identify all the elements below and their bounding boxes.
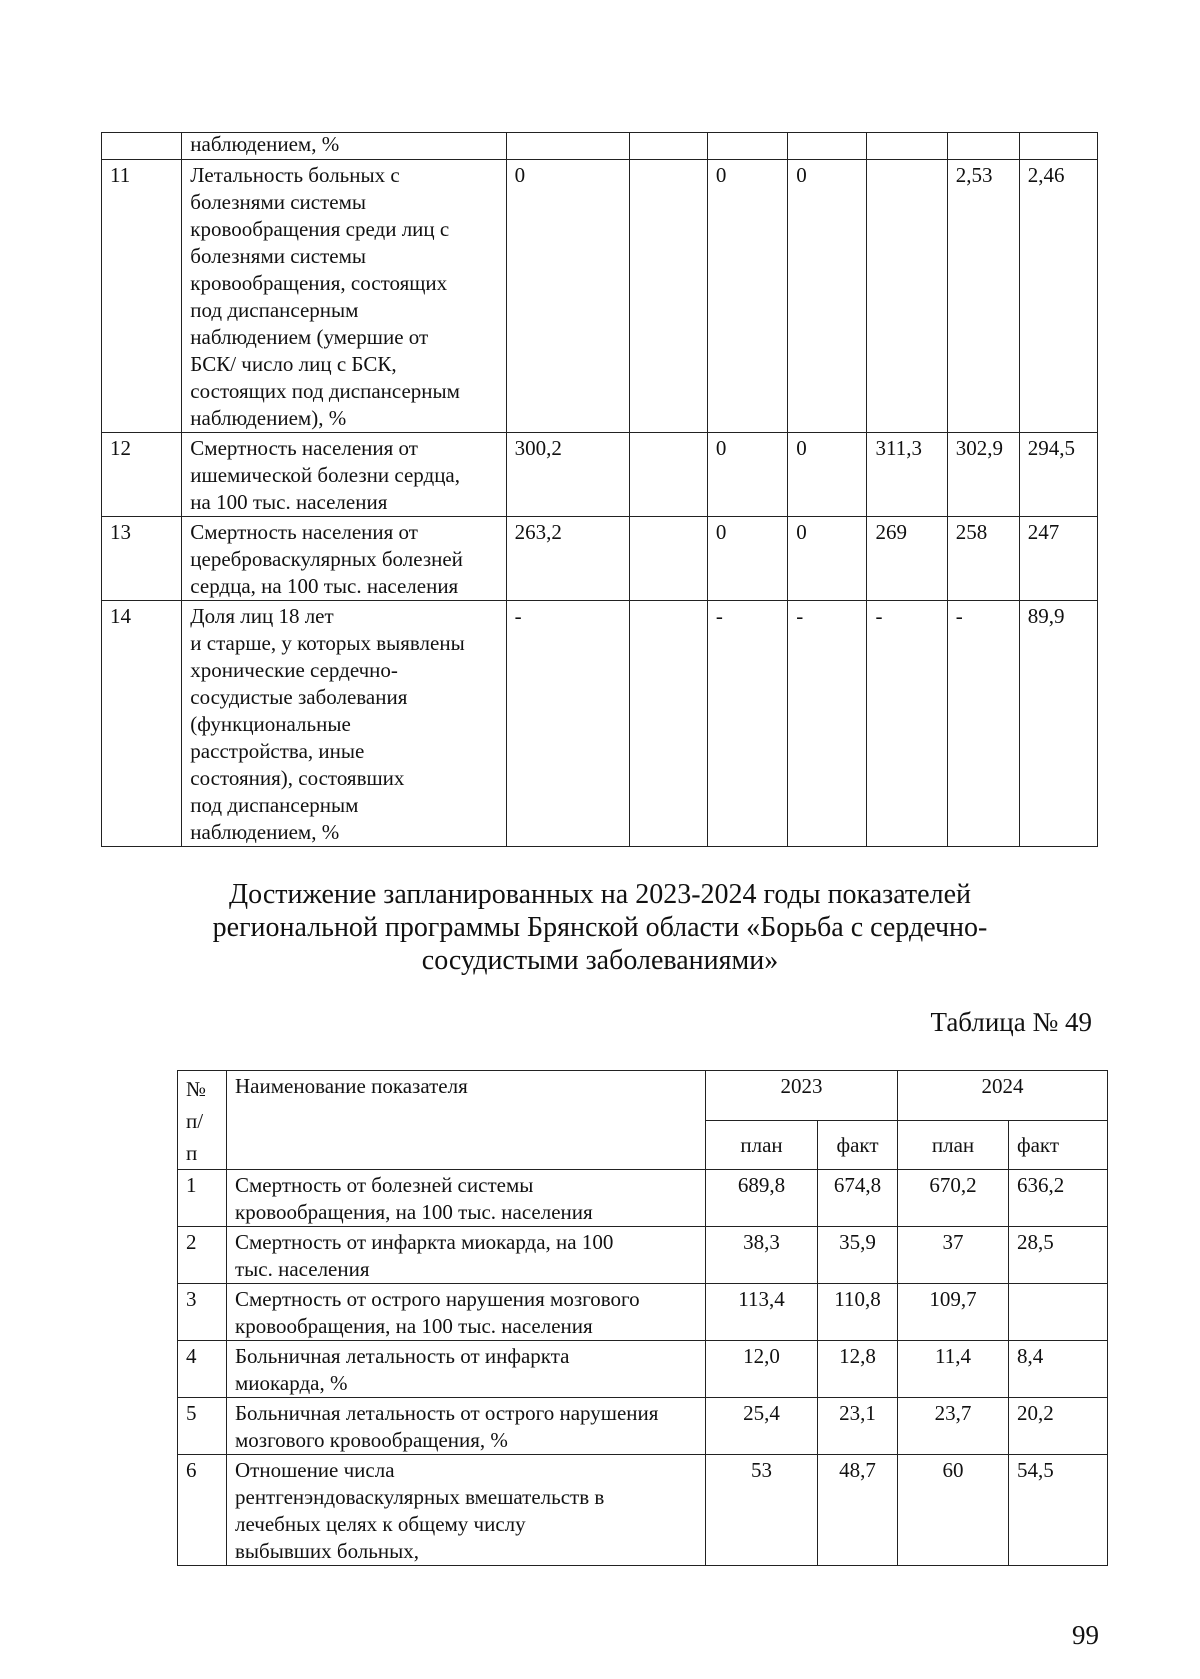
plan-2023: 38,3 — [706, 1227, 818, 1284]
value-cell — [947, 133, 1019, 160]
indicator-name: наблюдением, % — [182, 133, 506, 160]
fact-2023: 23,1 — [818, 1398, 898, 1455]
row-number — [102, 133, 182, 160]
value-cell — [788, 133, 867, 160]
value-cell: 0 — [506, 160, 629, 433]
table-row — [178, 1341, 1108, 1398]
indicator-name: Смертность от болезней системы кровообращения, на 100 тыс. населения — [227, 1170, 706, 1227]
indicator-name: Больничная летальность от инфаркта миокарда, % — [227, 1341, 706, 1398]
value-cell: 0 — [788, 160, 867, 433]
table-row — [178, 1284, 1108, 1341]
value-cell — [867, 160, 947, 433]
fact-2023: 48,7 — [818, 1455, 898, 1566]
plan-2024: 23,7 — [898, 1398, 1009, 1455]
value-cell: - — [506, 601, 629, 847]
value-cell: 0 — [788, 433, 867, 517]
table-row — [178, 1227, 1108, 1284]
value-cell — [506, 133, 629, 160]
value-cell: - — [867, 601, 947, 847]
row-number: 3 — [178, 1284, 227, 1341]
table-row — [178, 1170, 1108, 1227]
value-cell: - — [947, 601, 1019, 847]
fact-2023: 674,8 — [818, 1170, 898, 1227]
indicator-name: Отношение числа рентгенэндоваскулярных вмешательств в лечебных целях к общему числу выбывших больных, — [227, 1455, 706, 1566]
plan-2023: 12,0 — [706, 1341, 818, 1398]
plan-2024: 109,7 — [898, 1284, 1009, 1341]
row-number: 6 — [178, 1455, 227, 1566]
value-cell: 302,9 — [947, 433, 1019, 517]
table-row — [102, 601, 1098, 847]
indicators-table-continued — [101, 132, 1098, 847]
value-cell: 2,46 — [1019, 160, 1097, 433]
fact-2024 — [1009, 1284, 1108, 1341]
value-cell — [629, 133, 707, 160]
row-number: 12 — [102, 433, 182, 517]
header-plan: план — [898, 1120, 1009, 1170]
value-cell — [707, 133, 787, 160]
value-cell: - — [788, 601, 867, 847]
table-row — [102, 133, 1098, 160]
plan-2023: 53 — [706, 1455, 818, 1566]
header-num: № п/ п — [178, 1071, 227, 1170]
row-number: 13 — [102, 517, 182, 601]
indicator-name: Летальность больных с болезнями системы кровообращения среди лиц с болезнями системы кровообращения, состоящих под диспансерным наблюдением (умершие от БСК/ число лиц с БСК, состоящих под диспансерным наблюдением), % — [182, 160, 506, 433]
fact-2024: 636,2 — [1009, 1170, 1108, 1227]
value-cell: 247 — [1019, 517, 1097, 601]
row-number: 2 — [178, 1227, 227, 1284]
table-row — [102, 433, 1098, 517]
indicator-name: Доля лиц 18 лет и старше, у которых выявлены хронические сердечно- сосудистые заболевания (функциональные расстройства, иные состояния), состоявших под диспансерным наблюдением, % — [182, 601, 506, 847]
fact-2023: 35,9 — [818, 1227, 898, 1284]
value-cell — [1019, 133, 1097, 160]
value-cell — [629, 160, 707, 433]
header-year-2023: 2023 — [706, 1071, 898, 1121]
value-cell: 0 — [707, 433, 787, 517]
header-fact: факт — [818, 1120, 898, 1170]
header-plan: план — [706, 1120, 818, 1170]
section-title: Достижение запланированных на 2023-2024 годы показателей региональной программы Брянской области «Борьба с сердечно- сосудистыми заболеваниями» — [212, 879, 988, 976]
value-cell: 269 — [867, 517, 947, 601]
value-cell: 89,9 — [1019, 601, 1097, 847]
header-name: Наименование показателя — [227, 1071, 706, 1170]
plan-2023: 113,4 — [706, 1284, 818, 1341]
value-cell: - — [707, 601, 787, 847]
header-fact: факт — [1009, 1120, 1108, 1170]
row-number: 1 — [178, 1170, 227, 1227]
plan-2024: 37 — [898, 1227, 1009, 1284]
value-cell: 0 — [788, 517, 867, 601]
table-header-row — [178, 1071, 1108, 1121]
indicator-name: Смертность от острого нарушения мозгового кровообращения, на 100 тыс. населения — [227, 1284, 706, 1341]
value-cell — [629, 517, 707, 601]
plan-2023: 25,4 — [706, 1398, 818, 1455]
table-row — [102, 160, 1098, 433]
plan-2024: 670,2 — [898, 1170, 1009, 1227]
indicator-name: Смертность населения от цереброваскулярных болезней сердца, на 100 тыс. населения — [182, 517, 506, 601]
plan-2024: 11,4 — [898, 1341, 1009, 1398]
plan-2023: 689,8 — [706, 1170, 818, 1227]
plan-2024: 60 — [898, 1455, 1009, 1566]
row-number: 5 — [178, 1398, 227, 1455]
value-cell: 311,3 — [867, 433, 947, 517]
value-cell — [867, 133, 947, 160]
fact-2024: 28,5 — [1009, 1227, 1108, 1284]
fact-2023: 12,8 — [818, 1341, 898, 1398]
row-number: 11 — [102, 160, 182, 433]
row-number: 14 — [102, 601, 182, 847]
table-row — [102, 517, 1098, 601]
value-cell: 2,53 — [947, 160, 1019, 433]
header-year-2024: 2024 — [898, 1071, 1108, 1121]
table-number: Таблица № 49 — [930, 1007, 1092, 1037]
value-cell: 300,2 — [506, 433, 629, 517]
row-number: 4 — [178, 1341, 227, 1398]
indicator-name: Смертность от инфаркта миокарда, на 100 тыс. населения — [227, 1227, 706, 1284]
fact-2023: 110,8 — [818, 1284, 898, 1341]
value-cell — [629, 433, 707, 517]
value-cell: 0 — [707, 160, 787, 433]
fact-2024: 20,2 — [1009, 1398, 1108, 1455]
fact-2024: 54,5 — [1009, 1455, 1108, 1566]
targets-table — [177, 1070, 1108, 1566]
table-row — [178, 1455, 1108, 1566]
indicator-name: Смертность населения от ишемической болезни сердца, на 100 тыс. населения — [182, 433, 506, 517]
indicator-name: Больничная летальность от острого нарушения мозгового кровообращения, % — [227, 1398, 706, 1455]
fact-2024: 8,4 — [1009, 1341, 1108, 1398]
table-row — [178, 1398, 1108, 1455]
value-cell: 294,5 — [1019, 433, 1097, 517]
value-cell: 263,2 — [506, 517, 629, 601]
value-cell — [629, 601, 707, 847]
value-cell: 258 — [947, 517, 1019, 601]
page-number: 99 — [1072, 1620, 1099, 1650]
value-cell: 0 — [707, 517, 787, 601]
